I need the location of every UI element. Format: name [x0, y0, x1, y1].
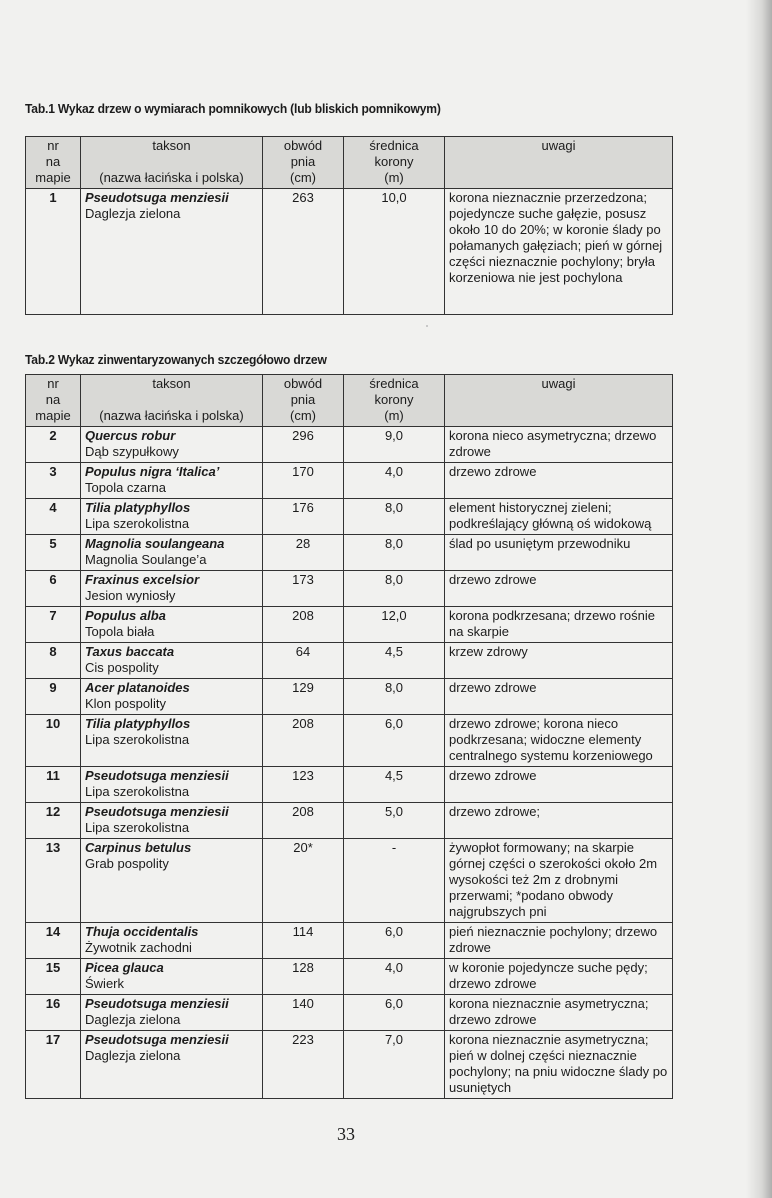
cell-srednica: 8,0: [344, 679, 445, 715]
header-takson-label: takson: [152, 376, 191, 391]
table-row: [26, 499, 673, 535]
cell-obwod: 208: [263, 803, 344, 839]
table2-caption: Tab.2 Wykaz zinwentaryzowanych szczegółowo drzew: [25, 352, 327, 367]
cell-uwagi: [445, 767, 673, 803]
cell-uwagi: [445, 499, 673, 535]
remark-text: drzewo zdrowe: [449, 464, 537, 479]
header-srednica: [344, 375, 445, 427]
cell-obwod: 20*: [263, 839, 344, 923]
table-row: [26, 715, 673, 767]
cell-srednica: -: [344, 839, 445, 923]
cell-srednica: 12,0: [344, 607, 445, 643]
polish-name: Magnolia Soulange’a: [85, 552, 207, 567]
header-nr-line: nr: [47, 138, 59, 153]
cell-uwagi: [445, 715, 673, 767]
table-row: [26, 427, 673, 463]
cell-takson: [81, 535, 263, 571]
table-row: [26, 607, 673, 643]
polish-name: Lipa szerokolistna: [85, 732, 190, 747]
cell-obwod: 114: [263, 923, 344, 959]
remark-text: pień nieznacznie pochylony; drzewo zdrowe: [449, 924, 658, 955]
polish-name: Świerk: [85, 976, 125, 991]
cell-takson: [81, 959, 263, 995]
cell-obwod: 263: [263, 189, 344, 315]
latin-name: Populus nigra ‘Italica’: [85, 464, 220, 479]
cell-nr: 4: [26, 499, 81, 535]
cell-uwagi: [445, 959, 673, 995]
table-row: [26, 643, 673, 679]
polish-name: Lipa szerokolistna: [85, 784, 190, 799]
cell-takson: [81, 607, 263, 643]
cell-uwagi: [445, 463, 673, 499]
cell-nr: 14: [26, 923, 81, 959]
cell-uwagi: [445, 679, 673, 715]
cell-obwod: 208: [263, 715, 344, 767]
polish-name: Dąb szypułkowy: [85, 444, 179, 459]
header-uwagi: uwagi: [445, 137, 673, 189]
remark-text: drzewo zdrowe; korona nieco podkrzesana; widoczne elementy centralnego systemu korzeniowego: [449, 716, 653, 763]
cell-uwagi: [445, 189, 673, 315]
cell-nr: 6: [26, 571, 81, 607]
table1-header-row: [26, 137, 673, 189]
table-row: [26, 1031, 673, 1099]
polish-name: Daglezja zielona: [85, 1048, 181, 1063]
header-uwagi: uwagi: [445, 375, 673, 427]
polish-name: Topola biała: [85, 624, 155, 639]
table-row: [26, 535, 673, 571]
cell-obwod: 170: [263, 463, 344, 499]
latin-name: Acer platanoides: [85, 680, 190, 695]
table1-caption: Tab.1 Wykaz drzew o wymiarach pomnikowych (lub bliskich pomnikowym): [25, 101, 441, 116]
cell-obwod: 64: [263, 643, 344, 679]
latin-name: Pseudotsuga menziesii: [85, 768, 229, 783]
header-obwod: [263, 137, 344, 189]
cell-nr: 9: [26, 679, 81, 715]
cell-takson: [81, 803, 263, 839]
remark-text: krzew zdrowy: [449, 644, 528, 659]
cell-obwod: 129: [263, 679, 344, 715]
cell-uwagi: [445, 607, 673, 643]
remark-text: w koronie pojedyncze suche pędy; drzewo zdrowe: [449, 960, 648, 991]
cell-srednica: 8,0: [344, 571, 445, 607]
header-nr-line: mapie: [35, 408, 71, 423]
cell-nr: 7: [26, 607, 81, 643]
cell-srednica: 6,0: [344, 995, 445, 1031]
remark-text: drzewo zdrowe: [449, 768, 537, 783]
cell-takson: [81, 679, 263, 715]
header-srednica-line: średnica: [369, 376, 419, 391]
cell-uwagi: [445, 535, 673, 571]
cell-uwagi: [445, 643, 673, 679]
cell-takson: [81, 767, 263, 803]
header-obwod-line: (cm): [290, 170, 316, 185]
remark-text: korona nieznacznie przerzedzona; pojedyncze suche gałęzie, posusz około 10 do 20%; w koronie ślady po połamanych gałęziach; pień w górnej części nieznacznie pochylony; bryła korzeniowa nie jest pochylona: [449, 190, 663, 285]
table-row: [26, 959, 673, 995]
cell-takson: [81, 715, 263, 767]
cell-srednica: 9,0: [344, 427, 445, 463]
header-srednica-line: (m): [384, 408, 404, 423]
latin-name: Taxus baccata: [85, 644, 175, 659]
cell-obwod: 208: [263, 607, 344, 643]
latin-name: Tilia platyphyllos: [85, 500, 191, 515]
latin-name: Picea glauca: [85, 960, 164, 975]
cell-nr: 15: [26, 959, 81, 995]
header-takson-sublabel: (nazwa łacińska i polska): [99, 408, 244, 423]
cell-uwagi: [445, 571, 673, 607]
cell-obwod: 140: [263, 995, 344, 1031]
table2: [25, 374, 673, 1099]
remark-text: ślad po usuniętym przewodniku: [449, 536, 631, 551]
remark-text: korona nieco asymetryczna; drzewo zdrowe: [449, 428, 657, 459]
cell-uwagi: [445, 923, 673, 959]
header-srednica: [344, 137, 445, 189]
cell-obwod: 173: [263, 571, 344, 607]
header-nr-line: na: [45, 154, 61, 169]
remark-text: drzewo zdrowe: [449, 680, 537, 695]
table-row: [26, 803, 673, 839]
latin-name: Populus alba: [85, 608, 166, 623]
cell-srednica: 10,0: [344, 189, 445, 315]
latin-name: Pseudotsuga menziesii: [85, 804, 229, 819]
latin-name: Tilia platyphyllos: [85, 716, 191, 731]
cell-nr: 1: [26, 189, 81, 315]
cell-takson: [81, 643, 263, 679]
table-row: [26, 571, 673, 607]
cell-obwod: 176: [263, 499, 344, 535]
polish-name: Daglezja zielona: [85, 1012, 181, 1027]
cell-nr: 5: [26, 535, 81, 571]
header-obwod-line: pnia: [290, 154, 316, 169]
table-row: [26, 189, 673, 315]
cell-obwod: 296: [263, 427, 344, 463]
cell-obwod: 223: [263, 1031, 344, 1099]
cell-takson: [81, 839, 263, 923]
table-row: [26, 679, 673, 715]
latin-name: Magnolia soulangeana: [85, 536, 225, 551]
remark-text: korona podkrzesana; drzewo rośnie na skarpie: [449, 608, 655, 639]
cell-takson: [81, 1031, 263, 1099]
cell-takson: [81, 923, 263, 959]
header-takson: [81, 375, 263, 427]
polish-name: Żywotnik zachodni: [85, 940, 192, 955]
page-number: 33: [337, 1124, 355, 1144]
header-obwod-line: pnia: [290, 392, 316, 407]
latin-name: Pseudotsuga menziesii: [85, 190, 229, 205]
header-obwod-line: (cm): [290, 408, 316, 423]
cell-takson: [81, 571, 263, 607]
table-row: [26, 923, 673, 959]
latin-name: Quercus robur: [85, 428, 176, 443]
table-row: [26, 995, 673, 1031]
remark-text: drzewo zdrowe: [449, 572, 537, 587]
cell-takson: [81, 995, 263, 1031]
header-nr: [26, 375, 81, 427]
cell-uwagi: [445, 1031, 673, 1099]
cell-srednica: 4,5: [344, 767, 445, 803]
table-row: [26, 839, 673, 923]
header-nr-line: mapie: [35, 170, 71, 185]
cell-takson: [81, 427, 263, 463]
latin-name: Carpinus betulus: [85, 840, 192, 855]
cell-obwod: 128: [263, 959, 344, 995]
cell-nr: 12: [26, 803, 81, 839]
polish-name: Cis pospolity: [85, 660, 159, 675]
polish-name: Grab pospolity: [85, 856, 169, 871]
header-obwod-line: obwód: [283, 138, 323, 153]
polish-name: Daglezja zielona: [85, 206, 181, 221]
header-takson-label: takson: [152, 138, 191, 153]
table-row: [26, 463, 673, 499]
cell-srednica: 5,0: [344, 803, 445, 839]
scan-speck: [426, 325, 428, 327]
table2-header-row: [26, 375, 673, 427]
cell-srednica: 7,0: [344, 1031, 445, 1099]
header-srednica-line: (m): [384, 170, 404, 185]
cell-uwagi: [445, 839, 673, 923]
latin-name: Fraxinus excelsior: [85, 572, 200, 587]
header-srednica-line: średnica: [369, 138, 419, 153]
cell-takson: [81, 463, 263, 499]
cell-srednica: 4,5: [344, 643, 445, 679]
cell-srednica: 8,0: [344, 535, 445, 571]
cell-nr: 8: [26, 643, 81, 679]
latin-name: Pseudotsuga menziesii: [85, 1032, 229, 1047]
cell-obwod: 123: [263, 767, 344, 803]
cell-nr: 10: [26, 715, 81, 767]
table2-body: [26, 427, 673, 1099]
header-nr-line: na: [45, 392, 61, 407]
header-takson-sublabel: (nazwa łacińska i polska): [99, 170, 244, 185]
header-takson: [81, 137, 263, 189]
remark-text: korona nieznacznie asymetryczna; drzewo zdrowe: [449, 996, 649, 1027]
cell-nr: 2: [26, 427, 81, 463]
cell-obwod: 28: [263, 535, 344, 571]
header-srednica-line: korony: [374, 392, 414, 407]
cell-srednica: 6,0: [344, 715, 445, 767]
polish-name: Klon pospolity: [85, 696, 166, 711]
header-obwod-line: obwód: [283, 376, 323, 391]
latin-name: Pseudotsuga menziesii: [85, 996, 229, 1011]
cell-srednica: 6,0: [344, 923, 445, 959]
header-nr: [26, 137, 81, 189]
table1: [25, 136, 673, 315]
remark-text: korona nieznacznie asymetryczna; pień w dolnej części nieznacznie pochylony; na pniu widoczne ślady po usuniętych: [449, 1032, 668, 1095]
cell-takson: [81, 189, 263, 315]
cell-srednica: 4,0: [344, 463, 445, 499]
header-srednica-line: korony: [374, 154, 414, 169]
cell-nr: 11: [26, 767, 81, 803]
latin-name: Thuja occidentalis: [85, 924, 199, 939]
cell-uwagi: [445, 803, 673, 839]
cell-srednica: 4,0: [344, 959, 445, 995]
polish-name: Jesion wyniosły: [85, 588, 176, 603]
polish-name: Topola czarna: [85, 480, 166, 495]
cell-nr: 3: [26, 463, 81, 499]
table-row: [26, 767, 673, 803]
header-obwod: [263, 375, 344, 427]
cell-uwagi: [445, 995, 673, 1031]
polish-name: Lipa szerokolistna: [85, 820, 190, 835]
polish-name: Lipa szerokolistna: [85, 516, 190, 531]
header-nr-line: nr: [47, 376, 59, 391]
remark-text: element historycznej zieleni; podkreślający główną oś widokową: [449, 500, 652, 531]
page-edge-shadow: [746, 0, 772, 1198]
cell-srednica: 8,0: [344, 499, 445, 535]
cell-nr: 13: [26, 839, 81, 923]
remark-text: żywopłot formowany; na skarpie górnej części o szerokości około 2m wysokości też 2m z drobnymi przerwami; *podano obwody najgrubszych pni: [449, 840, 658, 919]
cell-takson: [81, 499, 263, 535]
cell-uwagi: [445, 427, 673, 463]
cell-nr: 16: [26, 995, 81, 1031]
table1-body: [26, 189, 673, 315]
cell-nr: 17: [26, 1031, 81, 1099]
remark-text: drzewo zdrowe;: [449, 804, 541, 819]
